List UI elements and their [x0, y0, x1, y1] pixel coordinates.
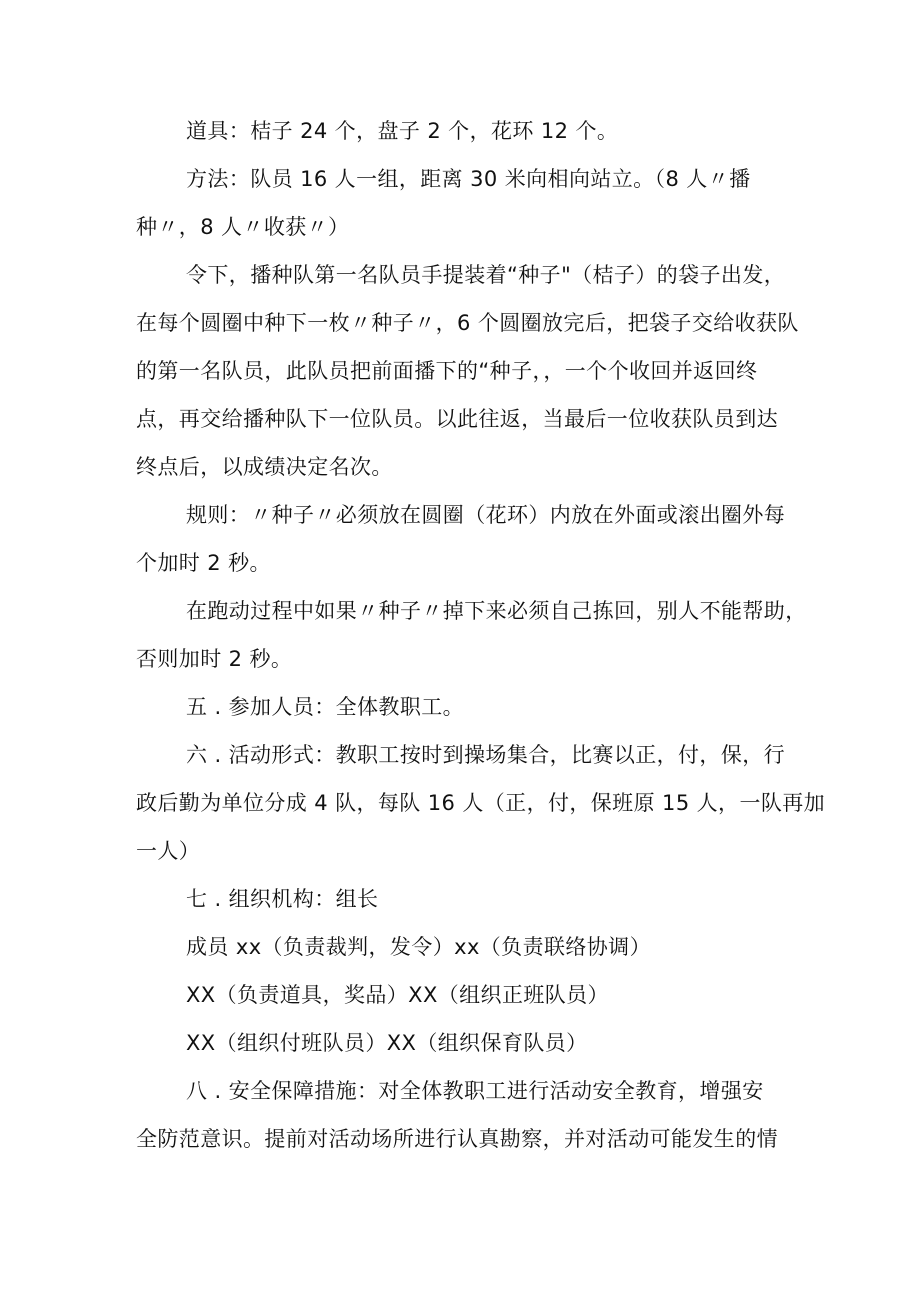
document-body: [136, 107, 826, 1163]
text-line: 在跑动过程中如果〃种子〃掉下来必须自己拣回，别人不能帮助，: [186, 599, 807, 623]
members-line-2: [136, 971, 790, 1019]
text-line: 规则：〃种子〃必须放在圆圈（花环）内放在外面或滚出圈外每: [186, 503, 786, 527]
text-line: 点，再交给播种队下一位队员。以此往返，当最后一位收获队员到达: [136, 407, 778, 431]
paragraph-rule-1: [136, 491, 790, 587]
text-line: 个加时 2 秒。: [136, 551, 271, 575]
paragraph-rule-2: [136, 587, 807, 683]
section-7-organization: [136, 875, 790, 923]
section-5-participants: [136, 683, 790, 731]
text-line: 六 . 活动形式：教职工按时到操场集合，比赛以正，付，保，行: [186, 743, 786, 767]
paragraph-procedure: [136, 251, 799, 491]
members-line-3: [136, 1019, 790, 1067]
text-line: 全防范意识。提前对活动场所进行认真勘察，并对活动可能发生的情: [136, 1127, 778, 1151]
text-line: 的第一名队员，此队员把前面播下的“种子，，一个个收回并返回终: [136, 359, 758, 383]
text-line: 方法：队员 16 人一组，距离 30 米向相向站立。（8 人〃播: [186, 167, 751, 191]
paragraph-method: [136, 155, 790, 251]
paragraph-props: [136, 107, 790, 155]
section-8-safety: [136, 1067, 790, 1163]
text-line: 否则加时 2 秒。: [136, 647, 293, 671]
text-line: 在每个圆圈中种下一枚〃种子〃，6 个圆圈放完后，把袋子交给收获队: [136, 311, 799, 335]
text-line: 终点后，以成绩决定名次。: [136, 455, 393, 479]
section-6-format: [136, 731, 826, 875]
text-line: 五 . 参加人员：全体教职工。: [186, 695, 465, 719]
text-line: 一人）: [136, 839, 201, 863]
text-line: 七 . 组织机构：组长: [186, 887, 379, 911]
text-line: 令下，播种队第一名队员手提装着“种子"（桔子）的袋子出发，: [186, 263, 786, 287]
text-line: XX（负责道具，奖品）XX（组织正班队员）: [186, 983, 609, 1007]
text-line: 成员 xx（负责裁判，发令）xx（负责联络协调）: [186, 935, 651, 959]
members-line-1: [136, 923, 790, 971]
text-line: 道具：桔子 24 个，盘子 2 个，花环 12 个。: [186, 119, 619, 143]
text-line: 政后勤为单位分成 4 队，每队 16 人（正，付，保班原 15 人，一队再加: [136, 791, 826, 815]
text-line: XX（组织付班队员）XX（组织保育队员）: [186, 1031, 588, 1055]
text-line: 种〃，8 人〃收获〃）: [136, 215, 350, 239]
text-line: 八 . 安全保障措施：对全体教职工进行活动安全教育，增强安: [186, 1079, 764, 1103]
